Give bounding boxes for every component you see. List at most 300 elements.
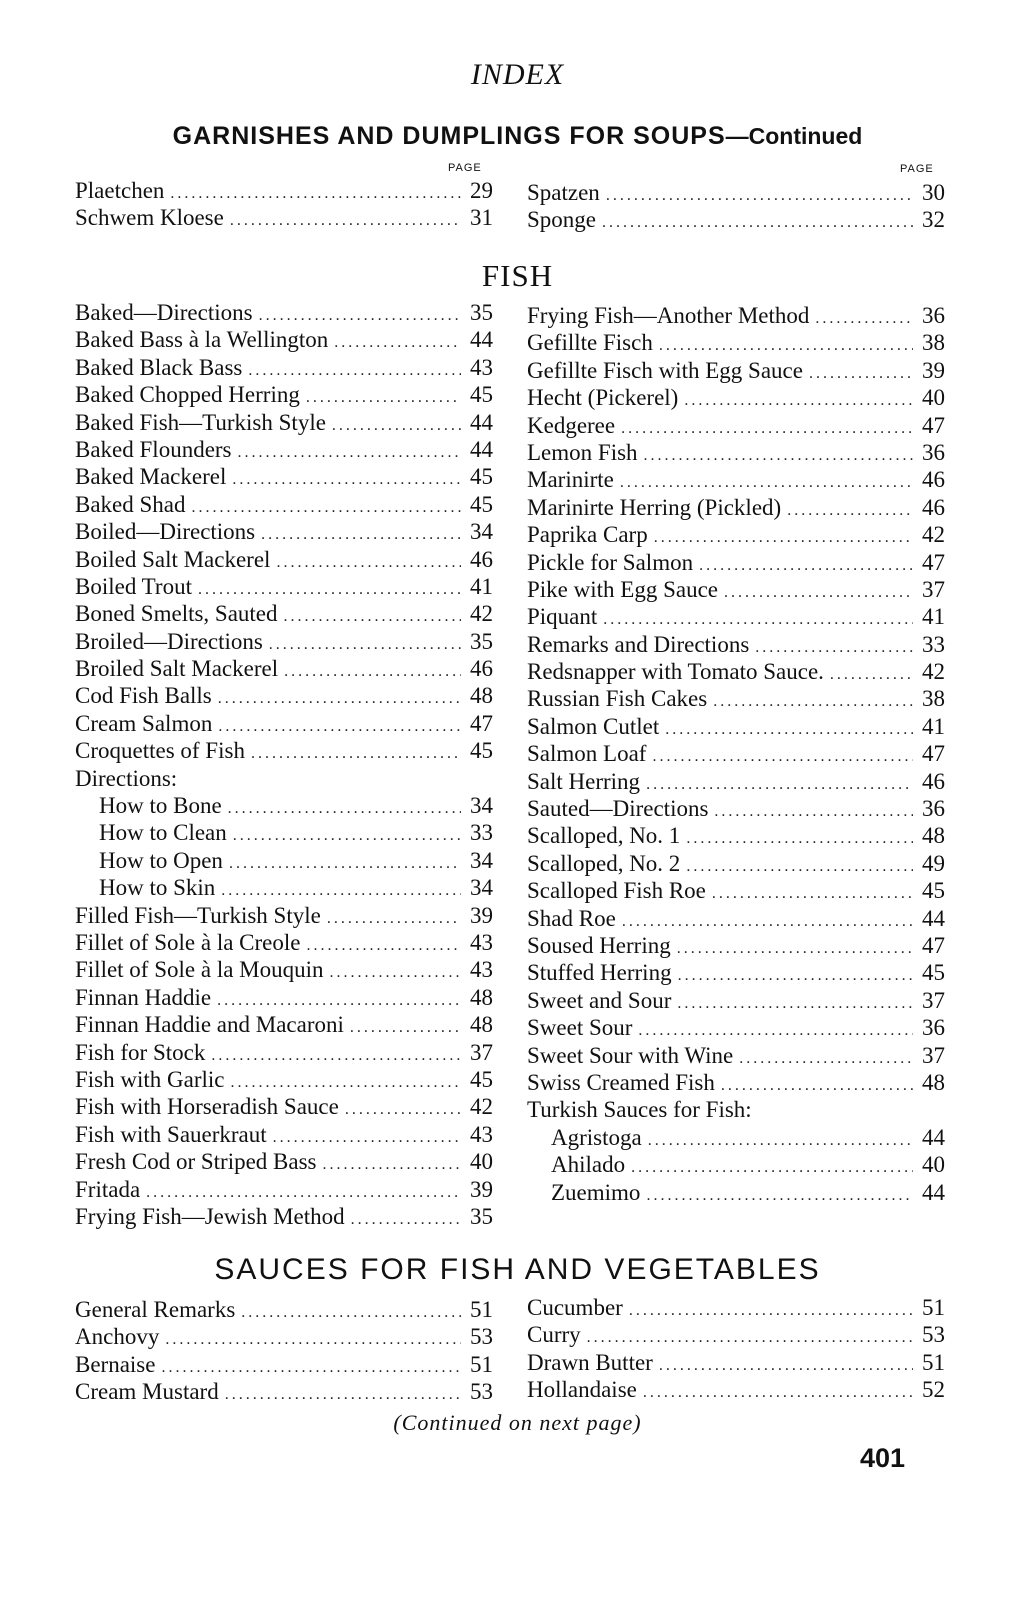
entry-page-number: 43 [470, 354, 493, 380]
continued-footer: (Continued on next page) [393, 1410, 642, 1435]
dot-leader [261, 521, 461, 548]
dot-leader [327, 905, 461, 932]
index-entry [527, 1124, 945, 1151]
index-entry [75, 1039, 493, 1066]
index-entry [75, 628, 493, 655]
dot-leader [620, 469, 913, 496]
index-entry [75, 299, 493, 326]
entry-label: Boiled Salt Mackerel [75, 546, 271, 572]
dot-leader [323, 1151, 462, 1178]
entry-label: Sweet and Sour [527, 987, 672, 1013]
dot-leader [334, 329, 461, 356]
dot-leader [217, 987, 461, 1014]
index-entry [75, 929, 493, 956]
dot-leader [677, 990, 913, 1017]
entry-label: Ahilado [551, 1152, 626, 1178]
entry-label: Baked Chopped Herring [75, 382, 300, 408]
entry-page-number: 36 [922, 303, 945, 328]
dot-leader [273, 1124, 461, 1151]
entry-page-number: 39 [470, 1176, 493, 1202]
page-number: 401 [860, 1443, 906, 1473]
entry-label: Salt Herring [527, 768, 641, 794]
dot-leader [587, 1324, 913, 1351]
fish-right-column [527, 302, 945, 1206]
dot-leader [230, 207, 461, 234]
entry-label: Hecht (Pickerel) [527, 385, 679, 411]
entry-label: Baked Fish—Turkish Style [75, 409, 326, 435]
entry-label: Agristoga [551, 1124, 642, 1150]
dot-leader [646, 1182, 913, 1209]
index-entry [75, 436, 493, 463]
dot-leader [638, 1017, 913, 1044]
index-entry [75, 573, 493, 600]
entry-label: Boned Smelts, Sauted [75, 601, 278, 627]
entry-page-number: 35 [470, 1203, 493, 1229]
section-heading-fish: FISH [481, 258, 554, 293]
dot-leader [229, 850, 461, 877]
entry-page-number: 34 [470, 847, 493, 873]
entry-page-number: 39 [470, 902, 493, 928]
index-entry [527, 1376, 945, 1403]
index-entry [75, 1093, 493, 1120]
dot-leader [603, 606, 913, 633]
entry-label: Drawn Butter [527, 1349, 653, 1375]
index-entry [527, 549, 945, 576]
entry-page-number: 44 [470, 327, 493, 353]
entry-page-number: 53 [470, 1379, 493, 1405]
entry-label: Salmon Cutlet [527, 713, 660, 739]
dot-leader [218, 685, 461, 712]
entry-page-number: 45 [470, 491, 493, 517]
entry-label: Sweet Sour with Wine [527, 1042, 734, 1068]
entry-label: Baked—Directions [75, 300, 253, 325]
dot-leader [648, 1127, 913, 1154]
garnishes-left-column [75, 177, 493, 232]
entry-label: Shad Roe [527, 905, 616, 931]
index-entry [527, 850, 945, 877]
entry-page-number: 40 [922, 385, 945, 411]
entry-label: Sponge [527, 207, 596, 233]
entry-page-number: 35 [470, 300, 493, 325]
dot-leader [602, 209, 913, 236]
index-entry [75, 381, 493, 408]
entry-page-number: 51 [922, 1295, 945, 1320]
entry-label: Baked Mackerel [75, 464, 227, 490]
dot-leader [259, 302, 461, 329]
index-entry [75, 1011, 493, 1038]
index-entry [527, 1321, 945, 1348]
dot-leader [233, 822, 461, 849]
entry-label: Cream Mustard [75, 1379, 219, 1405]
index-entry [75, 491, 493, 518]
dot-leader [351, 1206, 461, 1233]
dot-leader [146, 1179, 461, 1206]
entry-label: Croquettes of Fish [75, 738, 245, 764]
entry-page-number: 37 [922, 576, 945, 602]
entry-label: Filled Fish—Turkish Style [75, 902, 321, 928]
entry-page-number: 47 [922, 932, 945, 958]
fish-left-column [75, 299, 493, 1230]
entry-page-number: 31 [470, 205, 493, 231]
entry-page-number: 45 [470, 464, 493, 490]
entry-page-number: 45 [922, 960, 945, 986]
dot-leader [165, 1326, 461, 1353]
entry-label: Plaetchen [75, 178, 165, 203]
index-entry [75, 682, 493, 709]
index-entry [75, 1296, 493, 1323]
dot-leader [225, 1381, 461, 1408]
index-entry [527, 987, 945, 1014]
entry-page-number: 47 [922, 549, 945, 575]
entry-page-number: 42 [922, 522, 945, 548]
entry-page-number: 51 [922, 1349, 945, 1375]
dot-leader [211, 1042, 461, 1069]
entry-page-number: 46 [922, 467, 945, 493]
entry-label: How to Clean [99, 820, 227, 846]
entry-label: Fish with Garlic [75, 1066, 225, 1092]
entry-label: Fish for Stock [75, 1039, 206, 1065]
dot-leader [198, 576, 461, 603]
entry-page-number: 52 [922, 1377, 945, 1403]
entry-label: Sauted—Directions [527, 796, 709, 822]
index-entry [527, 1349, 945, 1376]
page-column-header-left: PAGE [448, 162, 482, 174]
index-entry [75, 1378, 493, 1405]
index-entry [527, 740, 945, 767]
entry-page-number: 36 [922, 1015, 945, 1041]
index-entry [527, 521, 945, 548]
index-entry [75, 177, 493, 204]
section-heading-sauces: SAUCES FOR FISH AND VEGETABLES [214, 1253, 821, 1286]
dot-leader [170, 180, 461, 207]
dot-leader [621, 415, 913, 442]
entry-label: Marinirte Herring (Pickled) [527, 494, 782, 520]
dot-leader [192, 494, 461, 521]
entry-page-number: 32 [922, 207, 945, 233]
entry-label: How to Bone [99, 793, 222, 819]
entry-label: Finnan Haddie [75, 984, 212, 1010]
entry-label: Fillet of Sole à la Mouquin [75, 957, 324, 983]
dot-leader [238, 439, 461, 466]
dot-leader [712, 880, 913, 907]
index-entry [527, 412, 945, 439]
sauces-right-column [527, 1294, 945, 1404]
entry-page-number: 46 [922, 768, 945, 794]
section-heading-garnishes [0, 122, 1035, 151]
entry-page-number: 45 [922, 878, 945, 904]
index-entry [75, 518, 493, 545]
entry-label: Scalloped, No. 1 [527, 823, 681, 849]
entry-page-number: 34 [470, 519, 493, 545]
index-entry [75, 204, 493, 231]
index-entry [75, 874, 493, 901]
index-entry [527, 1151, 945, 1178]
entry-label: Baked Black Bass [75, 354, 243, 380]
index-entry [75, 1351, 493, 1378]
entry-page-number: 48 [922, 1069, 945, 1095]
entry-label: Fish with Horseradish Sauce [75, 1094, 339, 1120]
dot-leader [678, 962, 913, 989]
index-entry [75, 1176, 493, 1203]
index-entry [75, 326, 493, 353]
entry-page-number: 44 [470, 436, 493, 462]
entry-page-number: 44 [922, 905, 945, 931]
index-entry [75, 1323, 493, 1350]
dot-leader [686, 825, 913, 852]
dot-leader [276, 549, 461, 576]
entry-page-number: 41 [922, 604, 945, 630]
index-entry [527, 206, 945, 233]
index-entry [75, 737, 493, 764]
entry-page-number: 34 [470, 875, 493, 901]
entry-label: Redsnapper with Tomato Sauce. [527, 659, 824, 685]
entry-page-number: 46 [470, 656, 493, 682]
dot-leader [714, 798, 913, 825]
entry-label: Broiled—Directions [75, 628, 263, 654]
entry-label: Pike with Egg Sauce [527, 576, 718, 602]
entry-label: Salmon Loaf [527, 741, 647, 767]
index-entry [75, 1121, 493, 1148]
entry-page-number: 34 [470, 793, 493, 819]
entry-label: Kedgeree [527, 412, 616, 438]
dot-leader [269, 631, 461, 658]
entry-label: Remarks and Directions [527, 631, 750, 657]
entry-page-number: 47 [922, 412, 945, 438]
entry-label: Boiled—Directions [75, 519, 256, 545]
index-entry [75, 600, 493, 627]
entry-label: Gefillte Fisch [527, 330, 653, 356]
index-entry [75, 902, 493, 929]
dot-leader [332, 412, 461, 439]
dot-leader [631, 1154, 913, 1181]
index-entry [527, 329, 945, 356]
index-entry [527, 384, 945, 411]
entry-page-number: 37 [470, 1039, 493, 1065]
dot-leader [677, 935, 913, 962]
index-entry [75, 409, 493, 436]
entry-page-number: 38 [922, 686, 945, 712]
index-entry [527, 1014, 945, 1041]
dot-leader [241, 1299, 461, 1326]
index-entry [527, 1294, 945, 1321]
dot-leader [629, 1297, 913, 1324]
entry-page-number: 53 [470, 1324, 493, 1350]
entry-page-number: 49 [922, 850, 945, 876]
index-entry [527, 494, 945, 521]
dot-leader [686, 853, 913, 880]
entry-page-number: 42 [922, 659, 945, 685]
entry-label: Zuemimo [551, 1179, 641, 1205]
dot-leader [830, 661, 913, 688]
continued-label: —Continued [725, 123, 863, 149]
index-entry [527, 713, 945, 740]
dot-leader [284, 658, 461, 685]
index-entry [75, 984, 493, 1011]
dot-leader [218, 713, 461, 740]
dot-leader [713, 688, 913, 715]
sauces-left-column [75, 1296, 493, 1406]
dot-leader [345, 1096, 461, 1123]
index-entry [75, 546, 493, 573]
entry-page-number: 48 [470, 683, 493, 709]
index-entry [75, 819, 493, 846]
entry-label: Paprika Carp [527, 522, 648, 548]
entry-page-number: 47 [922, 741, 945, 767]
entry-page-number: 42 [470, 1094, 493, 1120]
entry-page-number: 43 [470, 957, 493, 983]
entry-page-number: 43 [470, 1121, 493, 1147]
entry-page-number: 38 [922, 330, 945, 356]
index-entry [527, 1069, 945, 1096]
index-entry [527, 357, 945, 384]
index-entry [75, 792, 493, 819]
dot-leader [644, 442, 913, 469]
index-entry [75, 710, 493, 737]
dot-leader [659, 332, 913, 359]
dot-leader [306, 932, 461, 959]
dot-leader [228, 795, 461, 822]
entry-label: Fresh Cod or Striped Bass [75, 1149, 317, 1175]
entry-label: Scalloped Fish Roe [527, 878, 706, 904]
index-entry [75, 847, 493, 874]
dot-leader [231, 1069, 462, 1096]
entry-page-number: 53 [922, 1322, 945, 1348]
dot-leader [606, 182, 913, 209]
entry-label: Marinirte [527, 467, 614, 493]
entry-page-number: 35 [470, 628, 493, 654]
entry-label: Pickle for Salmon [527, 549, 694, 575]
index-entry [527, 1179, 945, 1206]
dot-leader [815, 305, 913, 332]
index-entry [75, 956, 493, 983]
entry-page-number: 40 [922, 1152, 945, 1178]
entry-label: Finnan Haddie and Macaroni [75, 1012, 344, 1038]
entry-page-number: 47 [470, 710, 493, 736]
entry-label: Anchovy [75, 1324, 160, 1350]
page-column-header-right: PAGE [900, 163, 934, 175]
index-entry [527, 795, 945, 822]
dot-leader [646, 771, 913, 798]
entry-page-number: 37 [922, 1042, 945, 1068]
entry-label: Russian Fish Cakes [527, 686, 708, 712]
entry-page-number: 40 [470, 1149, 493, 1175]
dot-leader [699, 552, 913, 579]
entry-label: Sweet Sour [527, 1015, 633, 1041]
index-entry [527, 1042, 945, 1069]
dot-leader [659, 1352, 913, 1379]
index-entry [75, 1148, 493, 1175]
entry-label: Baked Bass à la Wellington [75, 327, 329, 353]
entry-label: Schwem Kloese [75, 205, 224, 231]
entry-page-number: 48 [922, 823, 945, 849]
entry-label: Cucumber [527, 1295, 623, 1320]
entry-label: Cod Fish Balls [75, 683, 212, 709]
entry-label: Lemon Fish [527, 439, 638, 465]
index-subheading [75, 765, 493, 792]
entry-page-number: 51 [470, 1351, 493, 1377]
entry-label: Bernaise [75, 1351, 156, 1377]
entry-label: Cream Salmon [75, 710, 213, 736]
index-entry [75, 354, 493, 381]
dot-leader [284, 603, 461, 630]
index-entry [527, 905, 945, 932]
entry-page-number: 46 [470, 546, 493, 572]
entry-label: How to Open [99, 847, 223, 873]
entry-label: Stuffed Herring [527, 960, 672, 986]
index-entry [527, 685, 945, 712]
index-entry [75, 655, 493, 682]
entry-page-number: 36 [922, 439, 945, 465]
index-entry [75, 1203, 493, 1230]
entry-page-number: 37 [922, 987, 945, 1013]
index-entry [527, 877, 945, 904]
dot-leader [809, 360, 913, 387]
index-entry [527, 466, 945, 493]
entry-label: Fish with Sauerkraut [75, 1121, 267, 1147]
dot-leader [652, 743, 913, 770]
index-entry [527, 576, 945, 603]
index-entry [527, 959, 945, 986]
entry-label: Swiss Creamed Fish [527, 1069, 715, 1095]
entry-label: Frying Fish—Jewish Method [75, 1203, 345, 1229]
entry-label: Fillet of Sole à la Creole [75, 929, 301, 955]
index-entry [527, 768, 945, 795]
entry-page-number: 29 [470, 178, 493, 203]
entry-page-number: 30 [922, 180, 945, 205]
dot-leader [330, 959, 461, 986]
entry-label: Fritada [75, 1176, 141, 1202]
dot-leader [787, 497, 913, 524]
dot-leader [306, 384, 461, 411]
entry-label: Curry [527, 1322, 581, 1348]
entry-page-number: 46 [922, 494, 945, 520]
dot-leader [654, 524, 913, 551]
entry-label: Baked Shad [75, 491, 186, 517]
dot-leader [684, 387, 913, 414]
index-entry [75, 463, 493, 490]
dot-leader [248, 357, 461, 384]
entry-page-number: 48 [470, 1012, 493, 1038]
entry-label: Scalloped, No. 2 [527, 850, 681, 876]
dot-leader [739, 1045, 913, 1072]
index-entry [527, 179, 945, 206]
garnishes-right-column [527, 179, 945, 234]
dot-leader [251, 740, 461, 767]
entry-label: Hollandaise [527, 1377, 637, 1403]
entry-page-number: 33 [470, 820, 493, 846]
dot-leader [643, 1379, 913, 1406]
entry-label: Piquant [527, 604, 598, 630]
entry-label: Broiled Salt Mackerel [75, 656, 279, 682]
entry-page-number: 48 [470, 984, 493, 1010]
entry-page-number: 45 [470, 1066, 493, 1092]
index-entry [527, 603, 945, 630]
entry-label: Soused Herring [527, 932, 671, 958]
entry-page-number: 45 [470, 738, 493, 764]
entry-page-number: 51 [470, 1297, 493, 1322]
entry-page-number: 43 [470, 929, 493, 955]
entry-page-number: 41 [470, 573, 493, 599]
dot-leader [724, 579, 913, 606]
index-entry [527, 302, 945, 329]
dot-leader [161, 1354, 461, 1381]
entry-label: Boiled Trout [75, 573, 192, 599]
entry-page-number: 42 [470, 601, 493, 627]
entry-page-number: 41 [922, 713, 945, 739]
index-subheading [527, 1096, 945, 1123]
dot-leader [232, 466, 461, 493]
index-entry [527, 822, 945, 849]
